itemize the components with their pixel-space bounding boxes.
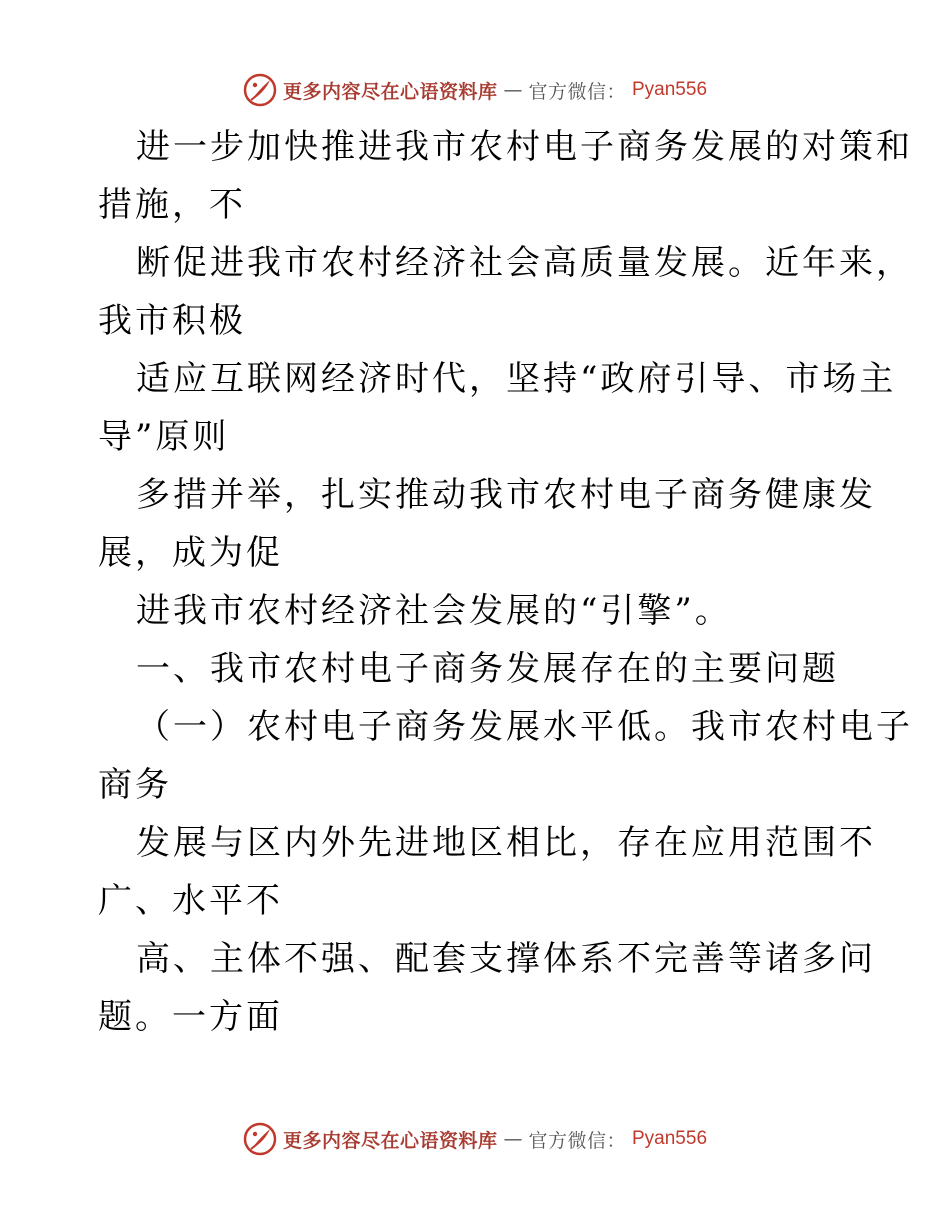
paragraph-line: 进我市农村经济社会发展的“引擎”。 [136, 591, 732, 631]
paragraph-line: 广、水平不 [98, 881, 283, 921]
paragraph-line: 导”原则 [98, 417, 230, 457]
paragraph-line: 措施，不 [98, 185, 246, 225]
paragraph-line: 展，成为促 [98, 533, 283, 573]
quill-pen-logo-icon [243, 73, 277, 107]
watermark-dash: — [503, 1128, 523, 1150]
header-watermark [0, 70, 950, 110]
paragraph-line: 题。一方面 [98, 997, 283, 1037]
watermark-wechat-id: Pyan556 [632, 1128, 708, 1149]
paragraph-line: 我市积极 [98, 301, 246, 341]
paragraph-line: 断促进我市农村经济社会高质量发展。近年来， [136, 243, 913, 283]
watermark-text: 更多内容尽在心语资料库 [282, 1129, 498, 1152]
paragraph-line: 发展与区内外先进地区相比，存在应用范围不 [136, 823, 876, 863]
watermark-wechat-id: Pyan556 [632, 79, 708, 100]
paragraph-line: 高、主体不强、配套支撑体系不完善等诸多问 [136, 939, 876, 979]
watermark-text: 更多内容尽在心语资料库 [282, 80, 498, 103]
paragraph-line: 适应互联网经济时代，坚持“政府引导、市场主 [136, 359, 897, 399]
paragraph-line: 多措并举，扎实推动我市农村电子商务健康发 [136, 475, 876, 515]
section-heading: 一、我市农村电子商务发展存在的主要问题 [136, 649, 839, 689]
footer-watermark [0, 1119, 950, 1159]
watermark-wechat-label: 官方微信： [528, 1129, 626, 1152]
quill-pen-logo-icon [243, 1122, 277, 1156]
paragraph-line: 商务 [98, 765, 172, 805]
watermark-wechat-label: 官方微信： [528, 80, 626, 103]
watermark-dash: — [503, 79, 523, 101]
subsection-heading-line: （一）农村电子商务发展水平低。我市农村电子 [136, 707, 913, 747]
paragraph-line: 进一步加快推进我市农村电子商务发展的对策和 [136, 127, 913, 167]
